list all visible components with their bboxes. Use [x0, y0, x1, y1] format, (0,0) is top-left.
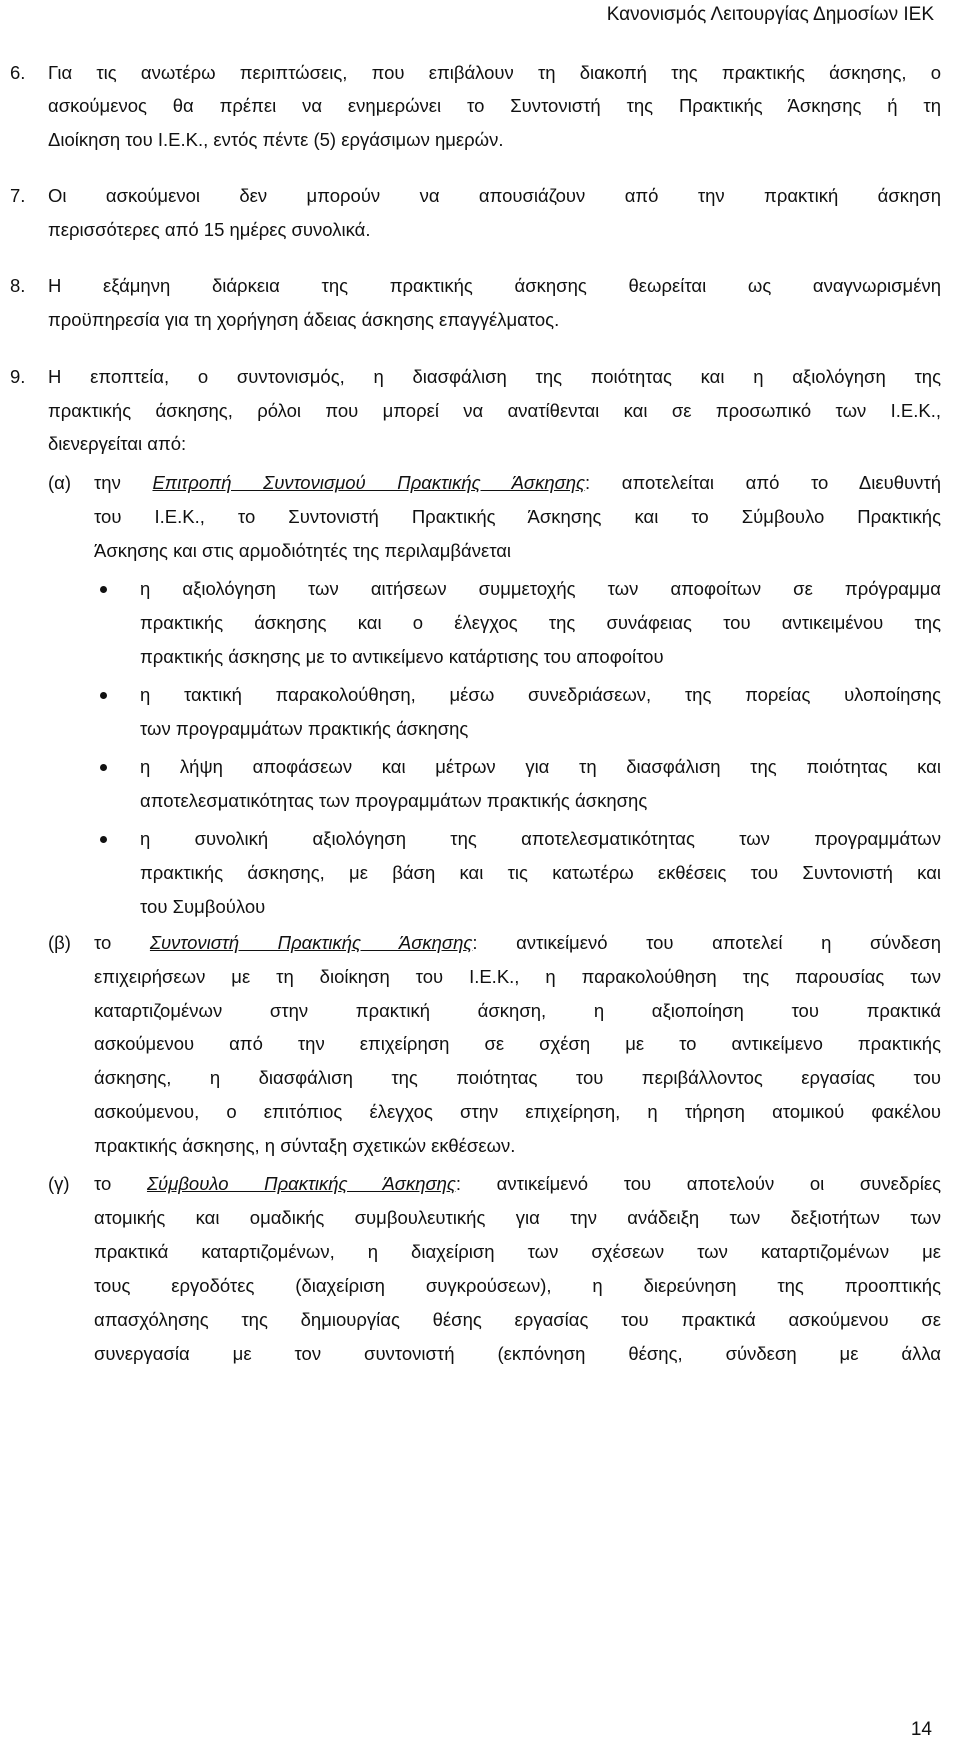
sub-item-b-line-5: άσκησης, η διασφάλιση της ποιότητας του περιβάλλοντος εργασίας του [94, 1067, 941, 1088]
bullet-4-line-1: η συνολική αξιολόγηση της αποτελεσματικότητας των προγραμμάτων [140, 828, 941, 849]
sub-item-label-b: (β) [48, 932, 71, 953]
bullet-icon [100, 764, 107, 771]
document-header-title: Κανονισμός Λειτουργίας Δημοσίων ΙΕΚ [606, 4, 934, 25]
item-8-line-2: προϋπηρεσία για τη χορήγηση άδειας άσκησης επαγγέλματος. [48, 309, 560, 330]
sub-item-b-line-2: επιχειρήσεων με τη διοίκηση του Ι.Ε.Κ., η παρακολούθηση της παρουσίας των [94, 966, 941, 987]
sub-item-b-suffix: : αντικείμενό του αποτελεί η σύνδεση [472, 932, 941, 953]
sub-item-b-line-6: ασκούμενου, ο επιτόπιος έλεγχος στην επιχείρηση, η τήρηση ατομικού φακέλου [94, 1101, 941, 1122]
item-9-line-3: διενεργείται από: [48, 433, 187, 454]
bullet-1-line-1: η αξιολόγηση των αιτήσεων συμμετοχής των αποφοίτων σε πρόγραμμα [140, 578, 941, 599]
bullet-icon [100, 836, 107, 843]
item-8-line-1: Η εξάμηνη διάρκεια της πρακτικής άσκησης θεωρείται ως αναγνωρισμένη [48, 275, 941, 296]
item-9-line-1: Η εποπτεία, ο συντονισμός, η διασφάλιση της ποιότητας και η αξιολόγηση της [48, 366, 941, 387]
sub-item-b-line-7: πρακτικής άσκησης, η σύνταξη σχετικών εκθέσεων. [94, 1135, 516, 1156]
bullet-icon [100, 586, 107, 593]
item-6-line-1: Για τις ανωτέρω περιπτώσεις, που επιβάλουν τη διακοπή της πρακτικής άσκησης, ο [48, 62, 941, 83]
sub-item-c-line-5: απασχόλησης της δημιουργίας θέσης εργασίας του πρακτικά ασκούμενου σε [94, 1309, 941, 1330]
sub-item-label-c: (γ) [48, 1173, 70, 1194]
sub-item-a-suffix: : αποτελείται από το Διευθυντή [585, 472, 941, 493]
item-number-8: 8. [10, 275, 26, 296]
sub-item-a-line-2: του Ι.Ε.Κ., το Συντονιστή Πρακτικής Άσκησης και το Σύμβουλο Πρακτικής [94, 506, 941, 527]
sub-item-a-line-3: Άσκησης και στις αρμοδιότητές της περιλαμβάνεται [94, 540, 512, 561]
item-number-9: 9. [10, 366, 26, 387]
sub-item-a-line-1 [94, 472, 941, 494]
item-number-6: 6. [10, 62, 26, 83]
sub-item-b-line-1 [94, 932, 941, 954]
sub-item-c-suffix: : αντικείμενό του αποτελούν οι συνεδρίες [455, 1173, 941, 1194]
item-6-line-2: ασκούμενος θα πρέπει να ενημερώνει το Συντονιστή της Πρακτικής Άσκησης ή τη [48, 95, 941, 116]
bullet-4-line-3: του Συμβούλου [140, 896, 266, 917]
sub-item-c-role-title: Σύμβουλο Πρακτικής Άσκησης [146, 1173, 456, 1194]
sub-item-a-role-title: Επιτροπή Συντονισμού Πρακτικής Άσκησης [152, 472, 586, 493]
sub-item-c-line-3: πρακτικά καταρτιζομένων, η διαχείριση των σχέσεων των καταρτιζομένων με [94, 1241, 941, 1262]
item-7-line-1: Οι ασκούμενοι δεν μπορούν να απουσιάζουν από την πρακτική άσκηση [48, 185, 941, 206]
bullet-1-line-3: πρακτικής άσκησης με το αντικείμενο κατάρτισης του αποφοίτου [140, 646, 664, 667]
sub-item-b-line-3: καταρτιζομένων στην πρακτική άσκηση, η αξιοποίηση του πρακτικά [94, 1000, 941, 1021]
bullet-3-line-2: αποτελεσματικότητας των προγραμμάτων πρακτικής άσκησης [140, 790, 648, 811]
sub-item-c-line-4: τους εργοδότες (διαχείριση συγκρούσεων), η διερεύνηση της προοπτικής [94, 1275, 941, 1296]
item-6-line-3: Διοίκηση του Ι.Ε.Κ., εντός πέντε (5) εργάσιμων ημερών. [48, 129, 504, 150]
bullet-icon [100, 692, 107, 699]
sub-item-b-role-title: Συντονιστή Πρακτικής Άσκησης [149, 932, 473, 953]
sub-item-c-line-1 [94, 1173, 941, 1195]
bullet-3-line-1: η λήψη αποφάσεων και μέτρων για τη διασφάλιση της ποιότητας και [140, 756, 941, 777]
sub-item-c-prefix: το [94, 1173, 147, 1194]
bullet-4-line-2: πρακτικής άσκησης, με βάση και τις κατωτέρω εκθέσεις του Συντονιστή και [140, 862, 941, 883]
page-number: 14 [910, 1719, 932, 1740]
sub-item-c-line-6: συνεργασία με τον συντονιστή (εκπόνηση θέσης, σύνδεση με άλλα [94, 1343, 941, 1364]
bullet-1-line-2: πρακτικής άσκησης και ο έλεγχος της συνάφειας του αντικειμένου της [140, 612, 941, 633]
sub-item-b-line-4: ασκούμενου από την επιχείρηση σε σχέση με το αντικείμενο πρακτικής [94, 1033, 941, 1054]
sub-item-c-line-2: ατομικής και ομαδικής συμβουλευτικής για την ανάδειξη των δεξιοτήτων των [94, 1207, 941, 1228]
sub-item-a-prefix: την [94, 472, 153, 493]
item-7-line-2: περισσότερες από 15 ημέρες συνολικά. [48, 219, 371, 240]
item-9-line-2: πρακτικής άσκησης, ρόλοι που μπορεί να ανατίθενται και σε προσωπικό των Ι.Ε.Κ., [48, 400, 941, 421]
sub-item-b-prefix: το [94, 932, 150, 953]
bullet-2-line-2: των προγραμμάτων πρακτικής άσκησης [140, 718, 469, 739]
bullet-2-line-1: η τακτική παρακολούθηση, μέσω συνεδριάσεων, της πορείας υλοποίησης [140, 684, 941, 705]
item-number-7: 7. [10, 185, 26, 206]
sub-item-label-a: (α) [48, 472, 72, 493]
